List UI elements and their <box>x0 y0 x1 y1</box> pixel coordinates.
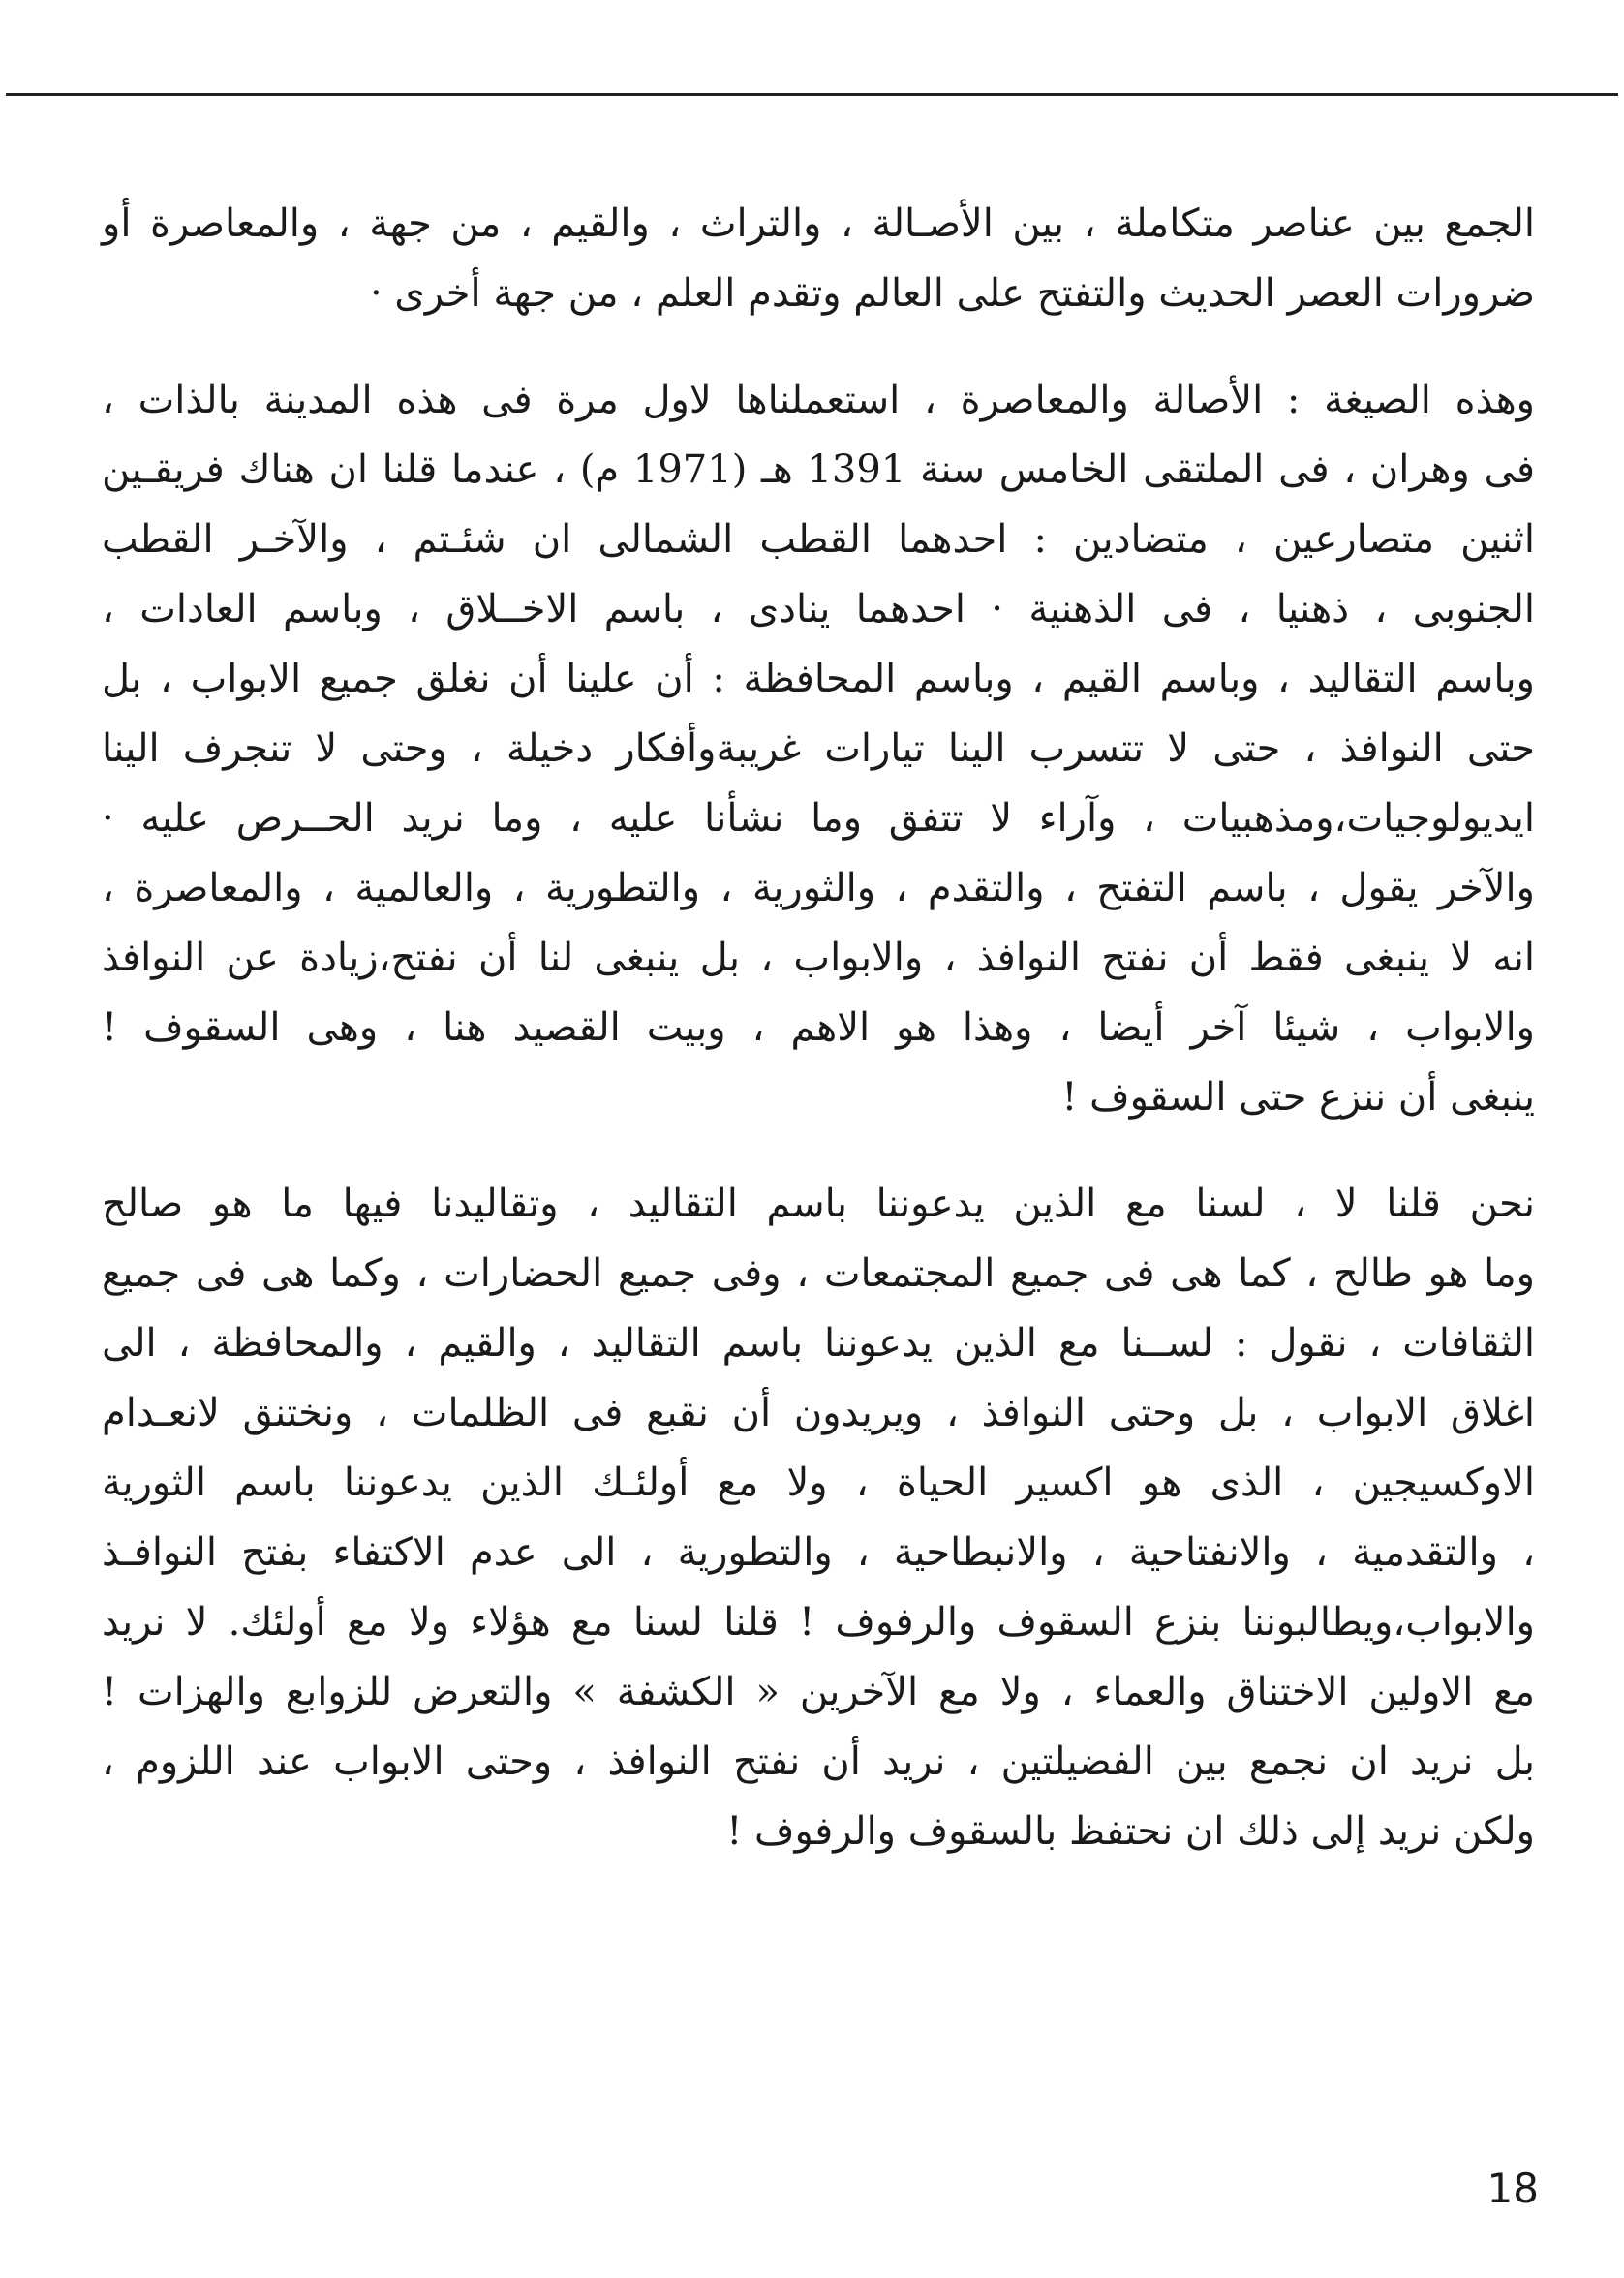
paragraph-3 <box>102 1169 1535 1866</box>
text-line: ايديولوجيات،ومذهبيات ، وآراء لا تتفق وما نشأنا عليه ، وما نريد الحــرص عليه · <box>102 796 1535 841</box>
text-line: والابواب ، شيئا آخر أيضا ، وهذا هو الاهم ، وبيت القصيد هنا ، وهى السقوف ! <box>102 1005 1535 1050</box>
text-line: فى وهران ، فى الملتقى الخامس سنة 1391 هـ (1971 م) ، عندما قلنا ان هناك فريقـين <box>102 447 1535 492</box>
text-line: نحن قلنا لا ، لسنا مع الذين يدعوننا باسم التقاليد ، وتقاليدنا فيها ما هو صالح <box>102 1182 1535 1226</box>
text-line: مع الاولين الاختناق والعماء ، ولا مع الآخرين « الكشفة » والتعرض للزوابع والهزات ! <box>102 1670 1535 1714</box>
text-line: والابواب،ويطالبوننا بنزع السقوف والرفوف ! قلنا لسنا مع هؤلاء ولا مع أولئك. لا نريد <box>102 1600 1535 1645</box>
text-line: انه لا ينبغى فقط أن نفتح النوافذ ، والابواب ، بل ينبغى لنا أن نفتح،زيادة عن النوافذ <box>102 936 1535 980</box>
text-line: الجنوبى ، ذهنيا ، فى الذهنية · احدهما ينادى ، باسم الاخــلاق ، وباسم العادات ، <box>102 587 1535 631</box>
paragraph-2 <box>102 365 1535 1132</box>
text-line: والآخر يقول ، باسم التفتح ، والتقدم ، والثورية ، والتطورية ، والعالمية ، والمعاصرة ، <box>102 866 1535 910</box>
text-line: وما هو طالح ، كما هى فى جميع المجتمعات ، وفى جميع الحضارات ، وكما هى فى جميع <box>102 1251 1535 1296</box>
page-number: 18 <box>1486 2165 1539 2212</box>
text-line: بل نريد ان نجمع بين الفضيلتين ، نريد أن نفتح النوافذ ، وحتى الابواب عند اللزوم ، <box>102 1739 1535 1784</box>
text-line: ولكن نريد إلى ذلك ان نحتفظ بالسقوف والرفوف ! <box>726 1809 1535 1854</box>
text-line: وباسم التقاليد ، وباسم القيم ، وباسم المحافظة : أن علينا أن نغلق جميع الابواب ، بل <box>102 657 1535 701</box>
text-line: ضرورات العصر الحديث والتفتح على العالم وتقدم العلم ، من جهة أخرى · <box>370 271 1535 316</box>
text-line: ، والتقدمية ، والانفتاحية ، والانبطاحية ، والتطورية ، الى عدم الاكتفاء بفتح النوافـذ <box>102 1530 1535 1575</box>
text-line: الاوكسيجين ، الذى هو اكسير الحياة ، ولا مع أولئـك الذين يدعوننا باسم الثورية <box>102 1461 1535 1505</box>
text-line: اغلاق الابواب ، بل وحتى النوافذ ، ويريدون أن نقبع فى الظلمات ، ونختنق لانعـدام <box>102 1391 1535 1435</box>
top-rule <box>6 93 1618 96</box>
page-body <box>102 189 1535 1866</box>
text-line: وهذه الصيغة : الأصالة والمعاصرة ، استعملناها لاول مرة فى هذه المدينة بالذات ، <box>102 378 1535 422</box>
text-line: ينبغى أن ننزع حتى السقوف ! <box>1061 1075 1535 1120</box>
paragraph-1 <box>102 189 1535 328</box>
text-line: حتى النوافذ ، حتى لا تتسرب الينا تيارات غريبةوأفكار دخيلة ، وحتى لا تنجرف الينا <box>102 726 1535 771</box>
text-line: الثقافات ، نقول : لســنا مع الذين يدعوننا باسم التقاليد ، والقيم ، والمحافظة ، الى <box>102 1321 1535 1366</box>
text-line: الجمع بين عناصر متكاملة ، بين الأصـالة ، والتراث ، والقيم ، من جهة ، والمعاصرة أو <box>102 201 1535 246</box>
text-line: اثنين متصارعين ، متضادين : احدهما القطب الشمالى ان شئـتم ، والآخـر القطب <box>102 517 1535 562</box>
